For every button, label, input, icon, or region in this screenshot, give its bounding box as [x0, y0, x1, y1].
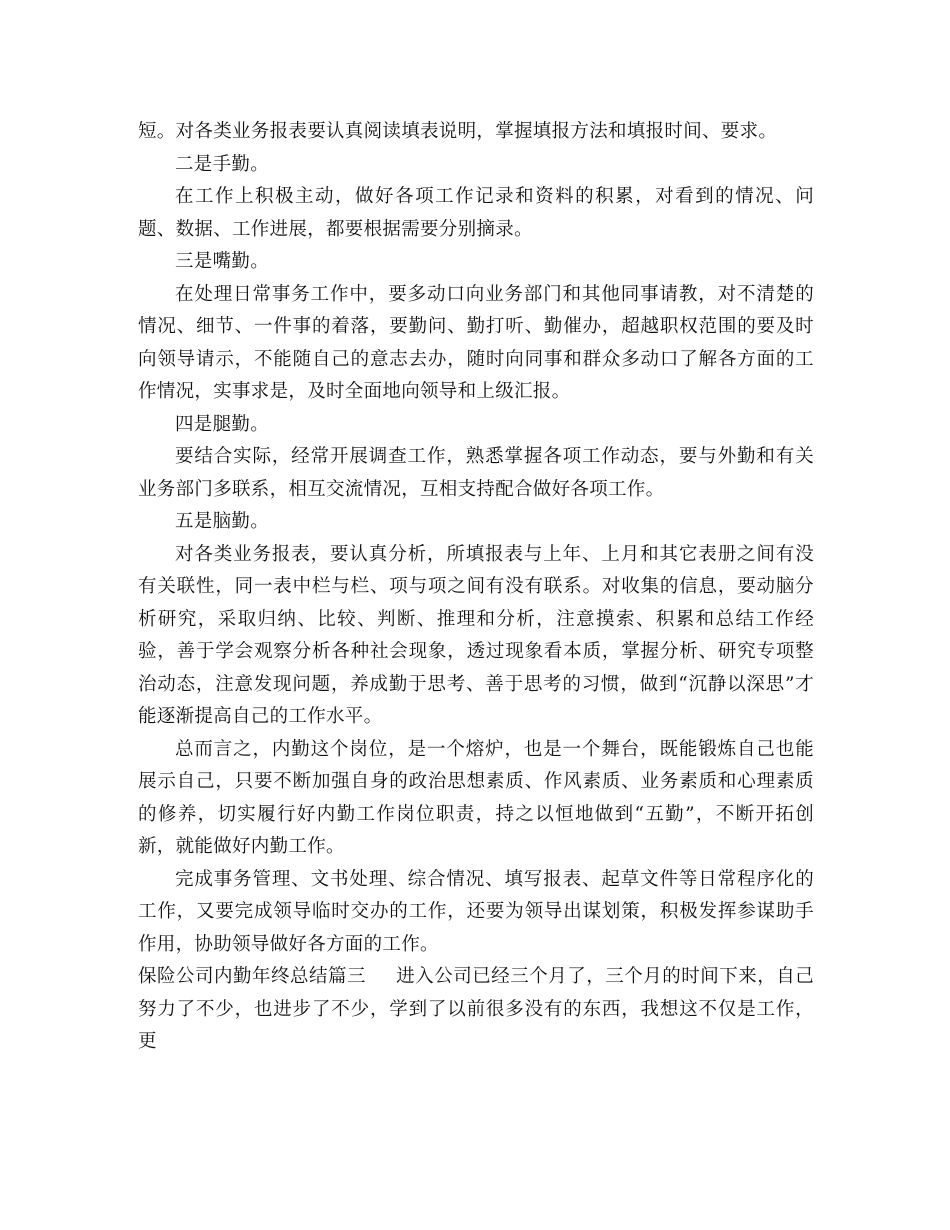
heading-leg-diligence: 四是腿勤。 — [175, 413, 270, 435]
paragraph-leg-diligence: 要结合实际，经常开展调查工作，熟悉掌握各项工作动态，要与外勤和有关业务部门多联系，相互交流情况，互相支持配合做好各项工作。 — [138, 446, 814, 500]
section-text: 进入公司已经三个月了，三个月的时间下来，自己努力了不少，也进步了不少，学到了以前很多没有的东西，我想这不仅是工作，更 — [138, 966, 814, 1052]
document-body — [138, 116, 814, 1059]
paragraph-hand-diligence: 在工作上积极主动，做好各项工作记录和资料的积累，对看到的情况、问题、数据、工作进展，都要根据需要分别摘录。 — [138, 186, 814, 240]
section-title: 保险公司内勤年终总结篇三 — [138, 966, 366, 987]
section-three — [138, 961, 814, 1059]
heading-brain-diligence: 五是脑勤。 — [175, 511, 270, 532]
paragraph-mouth-diligence: 在处理日常事务工作中，要多动口向业务部门和其他同事请教，对不清楚的情况、细节、一件事的着落，要勤问、勤打听、勤催办，超越职权范围的要及时向领导请示，不能随自己的意志去办，随时向同事和群众多动口了解各方面的工作情况，实事求是，及时全面地向领导和上级汇报。 — [138, 283, 814, 402]
heading-hand-diligence: 二是手勤。 — [175, 153, 270, 175]
heading-mouth-diligence: 三是嘴勤。 — [175, 251, 270, 272]
paragraph-duties: 完成事务管理、文书处理、综合情况、填写报表、起草文件等日常程序化的工作，又要完成领导临时交办的工作，还要为领导出谋划策，积极发挥参谋助手作用，协助领导做好各方面的工作。 — [138, 868, 814, 955]
paragraph-continued: 短。对各类业务报表要认真阅读填表说明，掌握填报方法和填报时间、要求。 — [138, 121, 778, 142]
paragraph-summary: 总而言之，内勤这个岗位，是一个熔炉，也是一个舞台，既能锻炼自己也能展示自己，只要不断加强自身的政治思想素质、作风素质、业务素质和心理素质的修养，切实履行好内勤工作岗位职责，持之以恒地做到“五勤”，不断开拓创新，就能做好内勤工作。 — [138, 738, 814, 857]
paragraph-brain-diligence: 对各类业务报表，要认真分析，所填报表与上年、上月和其它表册之间有没有关联性，同一表中栏与栏、项与项之间有没有联系。对收集的信息，要动脑分析研究，采取归纳、比较、判断、推理和分析，注意摸索、积累和总结工作经验，善于学会观察分析各种社会现象，透过现象看本质，掌握分析、研究专项整治动态，注意发现问题，养成勤于思考、善于思考的习惯，做到“沉静以深思”才能逐渐提高自己的工作水平。 — [138, 543, 814, 727]
